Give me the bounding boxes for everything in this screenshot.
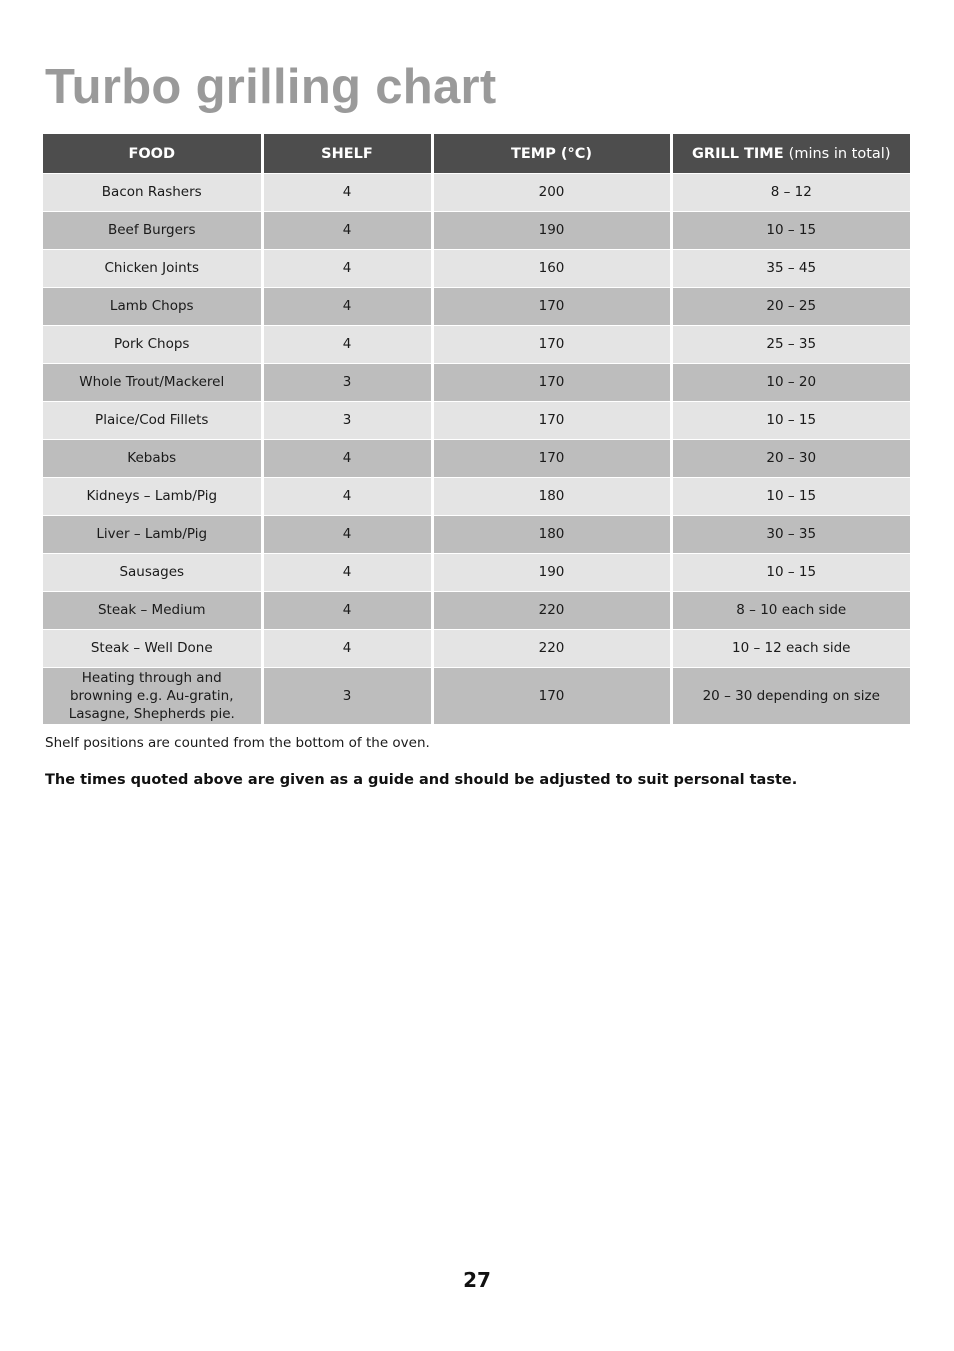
cell-temp: 170	[432, 326, 671, 364]
header-temp: TEMP (°C)	[432, 134, 671, 174]
cell-shelf: 4	[262, 174, 432, 212]
cell-temp: 170	[432, 668, 671, 725]
grilling-chart-table	[43, 134, 910, 724]
cell-food: Chicken Joints	[43, 250, 262, 288]
cell-food: Kidneys – Lamb/Pig	[43, 478, 262, 516]
header-food: FOOD	[43, 134, 262, 174]
cell-shelf: 4	[262, 326, 432, 364]
cell-shelf: 4	[262, 554, 432, 592]
table-row	[43, 288, 910, 326]
cell-food: Liver – Lamb/Pig	[43, 516, 262, 554]
table-row	[43, 212, 910, 250]
table-row	[43, 554, 910, 592]
cell-temp: 170	[432, 288, 671, 326]
cell-shelf: 4	[262, 440, 432, 478]
cell-time: 10 – 15	[671, 478, 910, 516]
cell-food: Heating through and browning e.g. Au-gratin, Lasagne, Shepherds pie.	[43, 668, 262, 725]
header-grill-time-label: GRILL TIME	[692, 145, 784, 162]
cell-time: 10 – 12 each side	[671, 630, 910, 668]
cell-food: Bacon Rashers	[43, 174, 262, 212]
cell-food: Pork Chops	[43, 326, 262, 364]
cell-time: 8 – 10 each side	[671, 592, 910, 630]
header-shelf: SHELF	[262, 134, 432, 174]
cell-shelf: 4	[262, 250, 432, 288]
page-number: 27	[463, 1268, 491, 1292]
table-row	[43, 478, 910, 516]
table-row	[43, 250, 910, 288]
cell-shelf: 4	[262, 212, 432, 250]
cell-temp: 220	[432, 592, 671, 630]
cell-food: Steak – Well Done	[43, 630, 262, 668]
cell-shelf: 4	[262, 592, 432, 630]
cell-time: 35 – 45	[671, 250, 910, 288]
cell-shelf: 4	[262, 478, 432, 516]
cell-temp: 190	[432, 212, 671, 250]
cell-shelf: 3	[262, 402, 432, 440]
cell-temp: 170	[432, 402, 671, 440]
table-header-row	[43, 134, 910, 174]
cell-shelf: 3	[262, 364, 432, 402]
cell-time: 30 – 35	[671, 516, 910, 554]
cell-time: 10 – 15	[671, 212, 910, 250]
table-row	[43, 592, 910, 630]
cell-food: Beef Burgers	[43, 212, 262, 250]
page-title: Turbo grilling chart	[45, 60, 497, 114]
cell-temp: 160	[432, 250, 671, 288]
cell-temp: 170	[432, 364, 671, 402]
cell-time: 10 – 15	[671, 402, 910, 440]
cell-temp: 220	[432, 630, 671, 668]
cell-temp: 200	[432, 174, 671, 212]
header-grill-time-unit: (mins in total)	[788, 145, 891, 162]
cell-shelf: 4	[262, 630, 432, 668]
cell-shelf: 4	[262, 288, 432, 326]
shelf-position-note: Shelf positions are counted from the bottom of the oven.	[45, 735, 430, 751]
cell-food: Lamb Chops	[43, 288, 262, 326]
cell-temp: 180	[432, 478, 671, 516]
cell-temp: 190	[432, 554, 671, 592]
cell-time: 20 – 30 depending on size	[671, 668, 910, 725]
cell-shelf: 3	[262, 668, 432, 725]
cell-food: Steak – Medium	[43, 592, 262, 630]
cell-time: 25 – 35	[671, 326, 910, 364]
table-row	[43, 326, 910, 364]
table-row	[43, 516, 910, 554]
cell-food: Plaice/Cod Fillets	[43, 402, 262, 440]
cell-food: Sausages	[43, 554, 262, 592]
header-grill-time	[671, 134, 910, 174]
cell-time: 10 – 20	[671, 364, 910, 402]
cell-shelf: 4	[262, 516, 432, 554]
table-row	[43, 668, 910, 725]
table-row	[43, 402, 910, 440]
table-row	[43, 364, 910, 402]
table-row	[43, 630, 910, 668]
cell-time: 20 – 25	[671, 288, 910, 326]
cell-temp: 170	[432, 440, 671, 478]
table-row	[43, 174, 910, 212]
cell-temp: 180	[432, 516, 671, 554]
cell-food: Kebabs	[43, 440, 262, 478]
cell-time: 10 – 15	[671, 554, 910, 592]
cell-time: 8 – 12	[671, 174, 910, 212]
cell-food: Whole Trout/Mackerel	[43, 364, 262, 402]
guide-note: The times quoted above are given as a guide and should be adjusted to suit personal taste.	[45, 772, 798, 788]
table-row	[43, 440, 910, 478]
cell-time: 20 – 30	[671, 440, 910, 478]
